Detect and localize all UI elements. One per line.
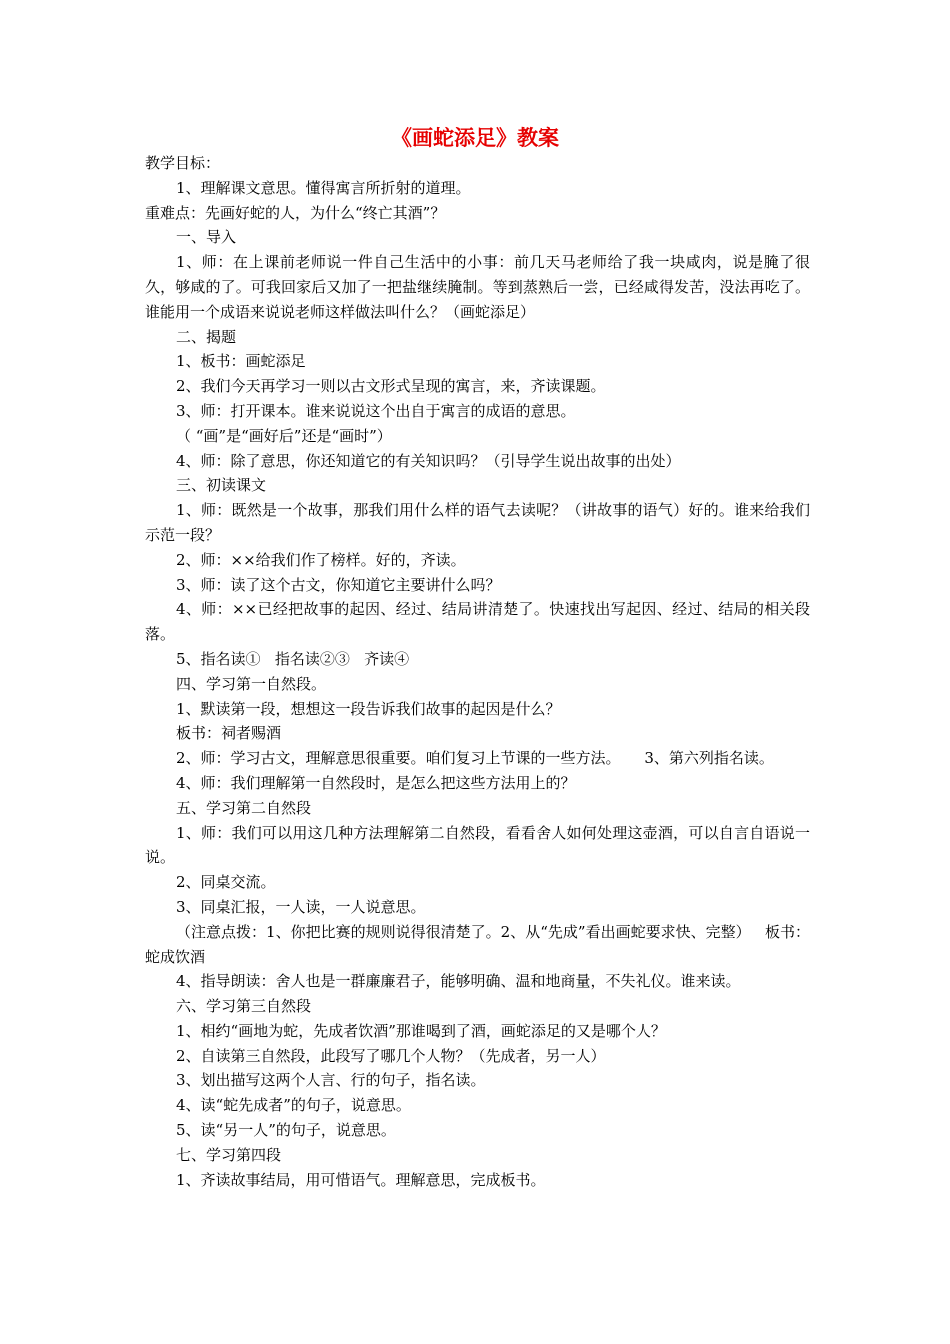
paragraph-line: 1、师：在上课前老师说一件自己生活中的小事：前几天马老师给了我一块咸肉，说是腌了很久，够咸的了。可我回家后又加了一把盐继续腌制。等到蒸熟后一尝，已经咸得发苦，没法再吃了。谁能用一个成语来说说老师这样做法叫什么？（画蛇添足）	[145, 253, 810, 321]
paragraph-line: 3、同桌汇报，一人读，一人说意思。	[176, 897, 426, 916]
paragraph-line: 3、师：读了这个古文，你知道它主要讲什么吗？	[176, 575, 501, 594]
paragraph-line: 四、学习第一自然段。	[176, 674, 327, 693]
paragraph-line: （ “画”是“画好后”还是“画时”）	[176, 426, 392, 445]
document-body	[145, 151, 810, 1192]
paragraph-line: 4、师：我们理解第一自然段时，是怎么把这些方法用上的？	[176, 773, 576, 792]
paragraph-line: 4、指导朗读：舍人也是一群廉廉君子，能够明确、温和地商量，不失礼仪。谁来读。	[176, 972, 741, 991]
document-title: 《画蛇添足》教案	[391, 126, 559, 150]
paragraph-line: 一、导入	[176, 228, 237, 247]
paragraph-line: 重难点：先画好蛇的人，为什么“终亡其酒”？	[145, 203, 446, 222]
paragraph-line: 1、相约“画地为蛇，先成者饮酒”那谁喝到了酒，画蛇添足的又是哪个人？	[176, 1021, 666, 1040]
paragraph-line: 三、初读课文	[176, 476, 267, 495]
paragraph-line: 3、师：打开课本。谁来说说这个出自于寓言的成语的意思。	[176, 401, 576, 420]
paragraph-line: 2、师：××给我们作了榜样。好的，齐读。	[176, 550, 466, 569]
paragraph-line: 5、指名读① 指名读②③ 齐读④	[176, 649, 410, 668]
paragraph-line: 5、读“另一人”的句子，说意思。	[176, 1121, 396, 1140]
paragraph-line: 3、划出描写这两个人言、行的句子，指名读。	[176, 1071, 486, 1090]
paragraph-line: 二、揭题	[176, 327, 237, 346]
paragraph-line: 教学目标：	[145, 154, 221, 172]
paragraph-line: 七、学习第四段	[176, 1145, 282, 1164]
paragraph-line: 1、师：我们可以用这几种方法理解第二自然段，看看舍人如何处理这壶酒，可以自言自语说一说。	[145, 823, 810, 867]
paragraph-line: 1、默读第一段，想想这一段告诉我们故事的起因是什么？	[176, 699, 561, 718]
paragraph-line: 1、理解课文意思。懂得寓言所折射的道理。	[176, 178, 471, 197]
paragraph-line: 1、板书：画蛇添足	[176, 352, 306, 371]
paragraph-line: 六、学习第三自然段	[176, 997, 312, 1016]
paragraph-line: 2、我们今天再学习一则以古文形式呈现的寓言，来，齐读课题。	[176, 377, 606, 396]
paragraph-line: 板书：祠者赐酒	[176, 724, 282, 743]
paragraph-line: 1、齐读故事结局，用可惜语气。理解意思，完成板书。	[176, 1170, 546, 1189]
paragraph-line: 4、师：××已经把故事的起因、经过、结局讲清楚了。快速找出写起因、经过、结局的相关段落。	[145, 600, 810, 644]
paragraph-line: 2、自读第三自然段，此段写了哪几个人物？（先成者，另一人）	[176, 1046, 606, 1065]
paragraph-line: 4、读“蛇先成者”的句子，说意思。	[176, 1096, 411, 1115]
paragraph-line: 2、师：学习古文，理解意思很重要。咱们复习上节课的一些方法。 3、第六列指名读。	[176, 749, 774, 768]
paragraph-line: 2、同桌交流。	[176, 873, 276, 892]
paragraph-line: 五、学习第二自然段	[176, 798, 312, 817]
paragraph-line: 1、师：既然是一个故事，那我们用什么样的语气去读呢？（讲故事的语气）好的。谁来给我们示范一段？	[145, 501, 810, 544]
paragraph-line: （注意点拨：1、你把比赛的规则说得很清楚了。2、从“先成”看出画蛇要求快、完整） 板书：蛇成饮酒	[145, 922, 810, 966]
paragraph-line: 4、师：除了意思，你还知道它的有关知识吗？（引导学生说出故事的出处）	[176, 451, 681, 470]
